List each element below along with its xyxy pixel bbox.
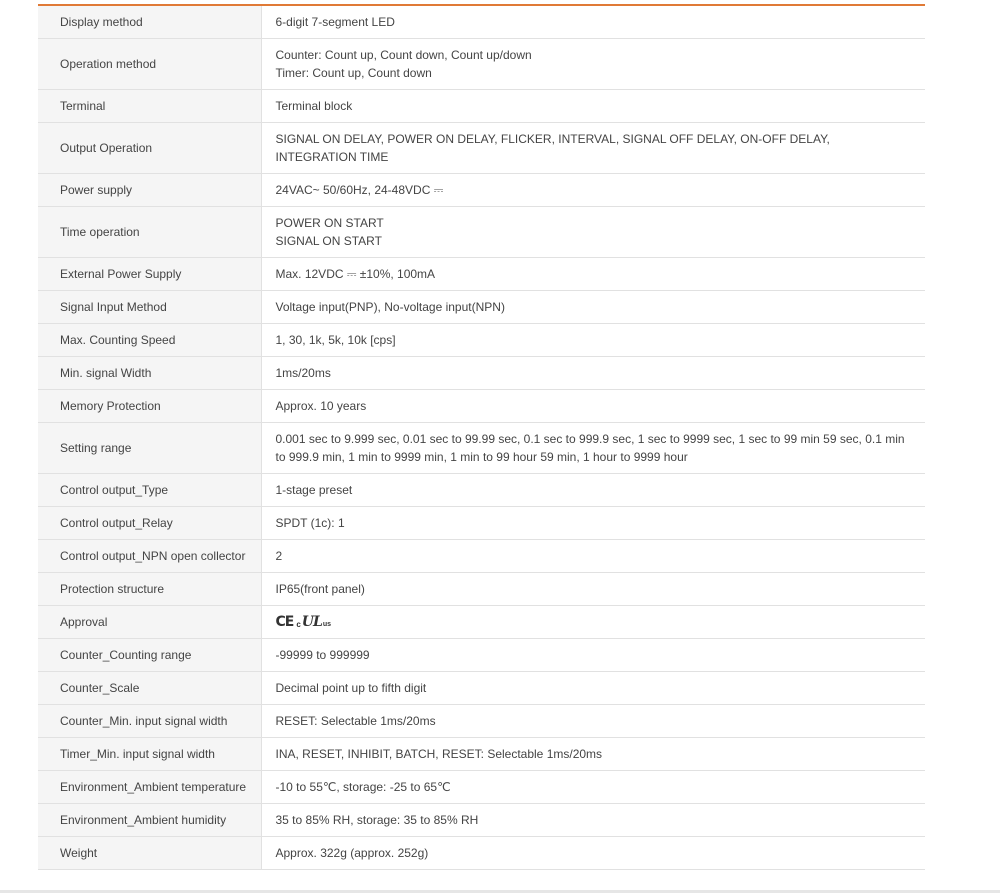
spec-row-ambient-temperature (38, 771, 925, 804)
spec-value (261, 573, 925, 606)
spec-label: Display method (38, 6, 261, 39)
spec-value-line: Max. 12VDC ⎓ ±10%, 100mA (275, 267, 436, 281)
spec-value-line: Decimal point up to fifth digit (275, 681, 427, 695)
spec-value (261, 540, 925, 573)
spec-row-timer-min-input (38, 738, 925, 771)
spec-value-line: SIGNAL ON START (275, 234, 382, 248)
spec-row-control-output-type (38, 474, 925, 507)
certification-marks (276, 613, 332, 631)
spec-label: Control output_NPN open collector (38, 540, 261, 573)
ul-us-mark-icon: us (322, 621, 332, 628)
spec-value (261, 324, 925, 357)
spec-value-line: 1, 30, 1k, 5k, 10k [cps] (275, 333, 396, 347)
spec-value-line: POWER ON START (275, 216, 384, 230)
spec-row-output-operation (38, 123, 925, 174)
spec-value-line: 1ms/20ms (275, 366, 331, 380)
spec-value (261, 771, 925, 804)
spec-value-line: Terminal block (275, 99, 353, 113)
spec-row-operation-method (38, 39, 925, 90)
spec-row-power-supply (38, 174, 925, 207)
ce-mark-icon: CE (275, 614, 294, 630)
spec-value-line: Timer: Count up, Count down (275, 66, 432, 80)
spec-value-line: 6-digit 7-segment LED (275, 15, 395, 29)
spec-table (38, 6, 925, 870)
spec-label: Operation method (38, 39, 261, 90)
spec-value-line: Counter: Count up, Count down, Count up/down (275, 48, 532, 62)
spec-row-setting-range (38, 423, 925, 474)
spec-row-weight (38, 837, 925, 870)
spec-row-terminal (38, 90, 925, 123)
spec-label: Counter_Scale (38, 672, 261, 705)
spec-value (261, 705, 925, 738)
spec-row-min-signal-width (38, 357, 925, 390)
spec-row-display-method (38, 6, 925, 39)
spec-value (261, 507, 925, 540)
spec-label: Counter_Counting range (38, 639, 261, 672)
spec-value (261, 639, 925, 672)
spec-label: Memory Protection (38, 390, 261, 423)
spec-value-line: 1-stage preset (275, 483, 353, 497)
spec-label: Timer_Min. input signal width (38, 738, 261, 771)
spec-value (261, 423, 925, 474)
spec-value (261, 738, 925, 771)
spec-value-line: 2 (275, 549, 283, 563)
spec-label: Environment_Ambient temperature (38, 771, 261, 804)
spec-value (261, 291, 925, 324)
spec-value (261, 207, 925, 258)
spec-value (261, 174, 925, 207)
spec-label: Counter_Min. input signal width (38, 705, 261, 738)
spec-row-time-operation (38, 207, 925, 258)
spec-row-max-counting-speed (38, 324, 925, 357)
spec-row-signal-input-method (38, 291, 925, 324)
spec-label: Terminal (38, 90, 261, 123)
spec-value (261, 258, 925, 291)
spec-value-line: Voltage input(PNP), No-voltage input(NPN) (275, 300, 505, 314)
spec-value-line: SIGNAL ON DELAY, POWER ON DELAY, FLICKER, INTERVAL, SIGNAL OFF DELAY, ON-OFF DELAY, INTEGRATION TIME (275, 132, 830, 164)
spec-label: Output Operation (38, 123, 261, 174)
spec-value-line: SPDT (1c): 1 (275, 516, 345, 530)
spec-label: Signal Input Method (38, 291, 261, 324)
spec-value-line: -10 to 55℃, storage: -25 to 65℃ (275, 780, 451, 794)
spec-value-line: -99999 to 999999 (275, 648, 370, 662)
cul-c-mark-icon: c (296, 620, 301, 629)
spec-value (261, 606, 925, 639)
spec-value (261, 90, 925, 123)
spec-row-counter-min-input (38, 705, 925, 738)
spec-value-line: INA, RESET, INHIBIT, BATCH, RESET: Selectable 1ms/20ms (275, 747, 603, 761)
spec-value (261, 672, 925, 705)
spec-value-line: RESET: Selectable 1ms/20ms (275, 714, 436, 728)
spec-label: Control output_Type (38, 474, 261, 507)
spec-label: Approval (38, 606, 261, 639)
spec-label: Protection structure (38, 573, 261, 606)
spec-row-control-output-relay (38, 507, 925, 540)
spec-value (261, 837, 925, 870)
spec-value (261, 474, 925, 507)
spec-row-ambient-humidity (38, 804, 925, 837)
spec-label: Power supply (38, 174, 261, 207)
spec-label: Max. Counting Speed (38, 324, 261, 357)
spec-row-counter-counting-range (38, 639, 925, 672)
spec-value-line: 0.001 sec to 9.999 sec, 0.01 sec to 99.99 sec, 0.1 sec to 999.9 sec, 1 sec to 9999 sec, 1 sec to 99 min 59 sec, 0.1 min to 999.9 min, 1 min to 9999 min, 1 min to 99 hour 59 min, 1 hour to 9999 hour (275, 432, 905, 464)
spec-label: Setting range (38, 423, 261, 474)
spec-label: Min. signal Width (38, 357, 261, 390)
spec-row-memory-protection (38, 390, 925, 423)
spec-value (261, 804, 925, 837)
spec-value (261, 390, 925, 423)
spec-row-counter-scale (38, 672, 925, 705)
spec-value (261, 357, 925, 390)
spec-row-external-power-supply (38, 258, 925, 291)
spec-label: Environment_Ambient humidity (38, 804, 261, 837)
spec-row-approval (38, 606, 925, 639)
spec-label: External Power Supply (38, 258, 261, 291)
spec-value-line: Approx. 10 years (275, 399, 367, 413)
spec-value-line: 35 to 85% RH, storage: 35 to 85% RH (275, 813, 479, 827)
spec-value (261, 39, 925, 90)
spec-value (261, 123, 925, 174)
spec-label: Time operation (38, 207, 261, 258)
spec-row-control-output-npn (38, 540, 925, 573)
spec-value-line: IP65(front panel) (275, 582, 365, 596)
spec-value (261, 6, 925, 39)
spec-value-line: Approx. 322g (approx. 252g) (275, 846, 429, 860)
spec-value-line: 24VAC~ 50/60Hz, 24-48VDC ⎓ (275, 183, 444, 197)
ul-mark-icon: UL (301, 614, 322, 630)
spec-row-protection-structure (38, 573, 925, 606)
spec-label: Control output_Relay (38, 507, 261, 540)
spec-table-container (38, 4, 925, 870)
spec-label: Weight (38, 837, 261, 870)
